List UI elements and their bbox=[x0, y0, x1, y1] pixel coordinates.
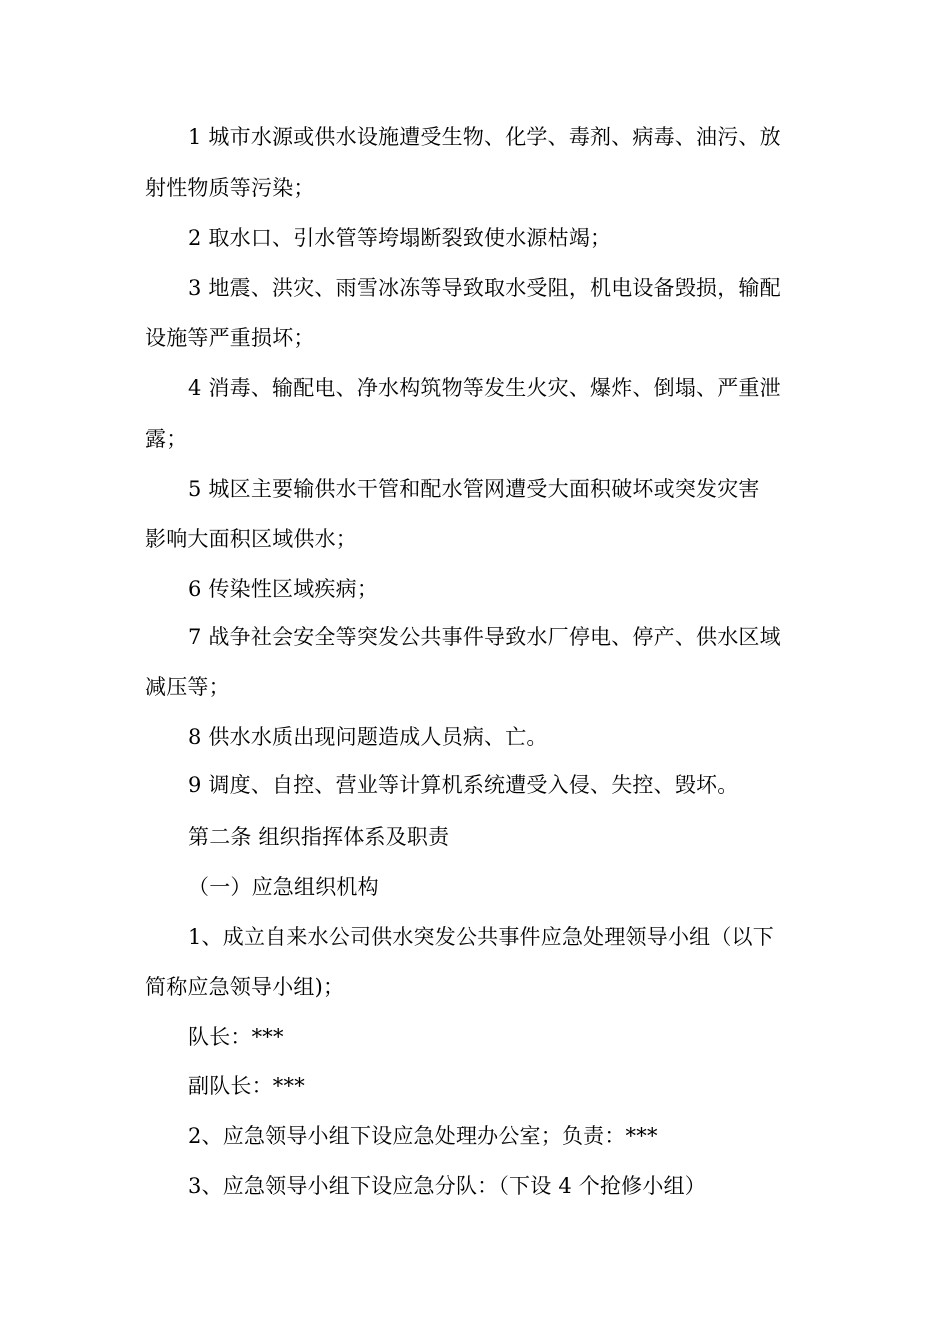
item-3-line-2: 设施等严重损坏； bbox=[145, 326, 315, 350]
item-6-line-1: 6 传染性区域疾病； bbox=[188, 577, 379, 601]
item-7-line-1: 7 战争社会安全等突发公共事件导致水厂停电、停产、供水区域 bbox=[188, 625, 781, 649]
item-8-line-1: 8 供水水质出现问题造成人员病、亡。 bbox=[188, 725, 548, 749]
point-2-line: 2、应急领导小组下设应急处理办公室；负责：*** bbox=[188, 1124, 658, 1148]
article-2-heading: 第二条 组织指挥体系及职责 bbox=[188, 825, 450, 849]
item-4-line-1: 4 消毒、输配电、净水构筑物等发生火灾、爆炸、倒塌、严重泄 bbox=[188, 376, 781, 400]
item-4-line-2: 露； bbox=[145, 427, 188, 451]
item-3-line-1: 3 地震、洪灾、雨雪冰冻等导致取水受阻，机电设备毁损，输配 bbox=[188, 276, 781, 300]
item-5-line-2: 影响大面积区域供水； bbox=[145, 527, 357, 551]
item-9-line-1: 9 调度、自控、营业等计算机系统遭受入侵、失控、毁坏。 bbox=[188, 773, 739, 797]
item-1-line-2: 射性物质等污染； bbox=[145, 176, 315, 200]
vice-captain-line: 副队长：*** bbox=[188, 1074, 305, 1098]
point-1-line-2: 简称应急领导小组)； bbox=[145, 975, 345, 999]
item-7-line-2: 减压等； bbox=[145, 675, 230, 699]
point-3-line: 3、应急领导小组下设应急分队：（下设 4 个抢修小组） bbox=[188, 1174, 706, 1198]
item-1-line-1: 1 城市水源或供水设施遭受生物、化学、毒剂、病毒、油污、放 bbox=[188, 125, 781, 149]
item-5-line-1: 5 城区主要输供水干管和配水管网遭受大面积破坏或突发灾害 bbox=[188, 477, 760, 501]
captain-line: 队长：*** bbox=[188, 1025, 284, 1049]
point-1-line-1: 1、成立自来水公司供水突发公共事件应急处理领导小组（以下 bbox=[188, 925, 774, 949]
item-2-line-1: 2 取水口、引水管等垮塌断裂致使水源枯竭； bbox=[188, 226, 612, 250]
section-1-heading: （一）应急组织机构 bbox=[188, 875, 379, 899]
